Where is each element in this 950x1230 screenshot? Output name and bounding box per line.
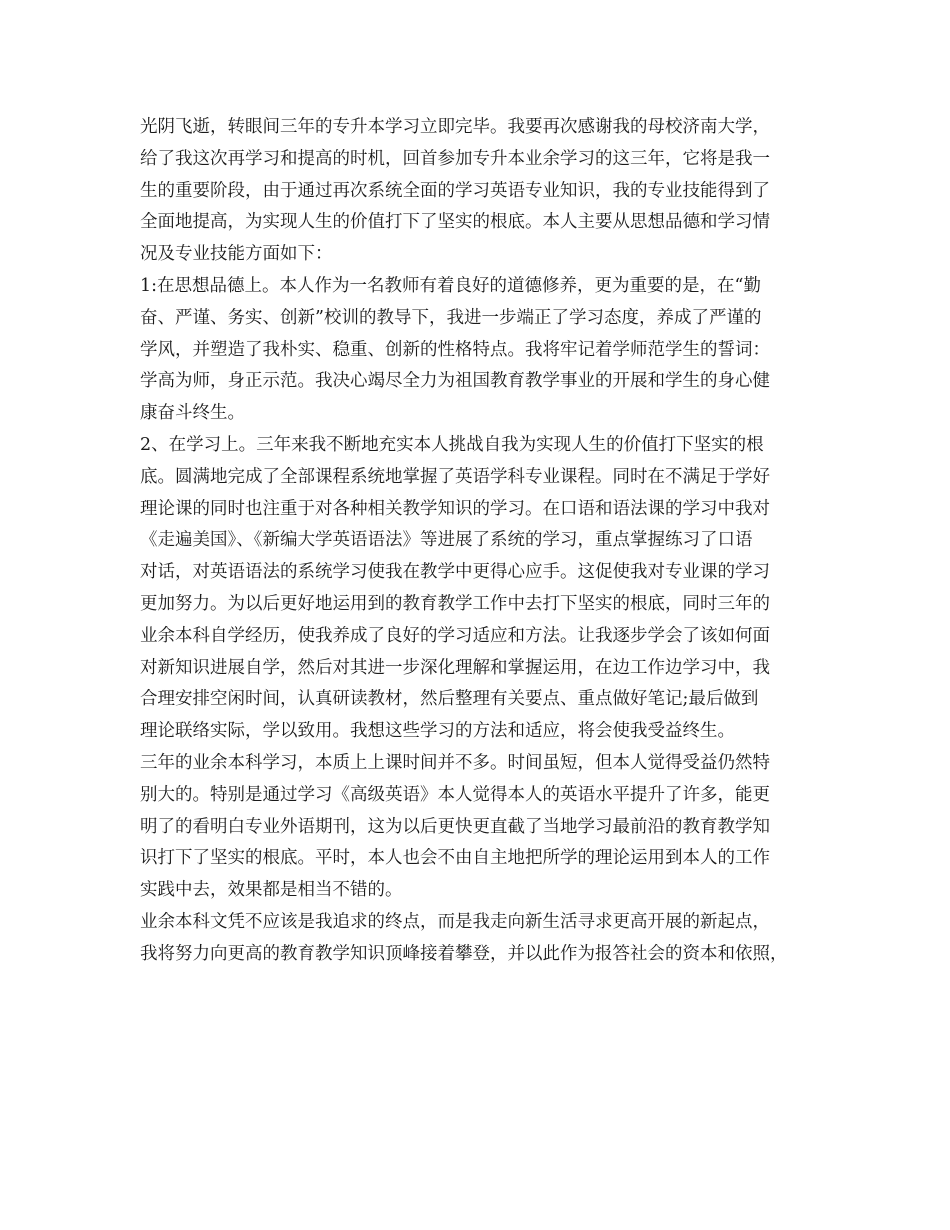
text-line: 识打下了坚实的根底。平时，本人也会不由自主地把所学的理论运用到本人的工作 [140,848,770,869]
text-line: 理论联络实际，学以致用。我想这些学习的方法和适应，将会使我受益终生。 [140,721,735,742]
text-line: 实践中去，效果都是相当不错的。 [140,880,403,901]
text-line: 奋、严谨、务实、创新”校训的教导下，我进一步端正了学习态度，养成了严谨的 [140,307,762,328]
text-line: 学高为师，身正示范。我决心竭尽全力为祖国教育教学事业的开展和学生的身心健 [140,371,770,392]
text-line: 全面地提高，为实现人生的价值打下了坚实的根底。本人主要从思想品德和学习情 [140,212,770,233]
text-line: 《走遍美国》、《新编大学英语语法》等进展了系统的学习，重点掌握练习了口语 [140,530,753,551]
document-body [140,112,820,971]
text-line: 明了的看明白专业外语期刊，这为以后更快更直截了当地学习最前沿的教育教学知 [140,816,770,837]
text-line: 业余本科自学经历，使我养成了良好的学习适应和方法。让我逐步学会了该如何面 [140,625,770,646]
text-line: 给了我这次再学习和提高的时机，回首参加专升本业余学习的这三年，它将是我一 [140,148,770,169]
text-line: 2、在学习上。三年来我不断地充实本人挑战自我为实现人生的价值打下坚实的根 [140,434,764,455]
text-line: 业余本科文凭不应该是我追求的终点，而是我走向新生活寻求更高开展的新起点， [140,911,770,932]
text-line: 理论课的同时也注重于对各种相关教学知识的学习。在口语和语法课的学习中我对 [140,498,770,519]
text-line: 更加努力。为以后更好地运用到的教育教学工作中去打下坚实的根底，同时三年的 [140,593,770,614]
text-line: 况及专业技能方面如下： [140,244,333,265]
text-line: 三年的业余本科学习，本质上上课时间并不多。时间虽短，但本人觉得受益仍然特 [140,752,770,773]
text-line: 1:在思想品德上。本人作为一名教师有着良好的道德修养，更为重要的是，在“勤 [140,275,761,296]
text-line: 我将努力向更高的教育教学知识顶峰接着攀登，并以此作为报答社会的资本和依照， [140,943,788,964]
text-line: 对新知识进展自学，然后对其进一步深化理解和掌握运用，在边工作边学习中，我 [140,657,770,678]
text-line: 学风，并塑造了我朴实、稳重、创新的性格特点。我将牢记着学师范学生的誓词： [140,339,770,360]
text-line: 合理安排空闲时间，认真研读教材，然后整理有关要点、重点做好笔记;最后做到 [140,689,759,710]
text-line: 别大的。特别是通过学习《高级英语》本人觉得本人的英语水平提升了许多，能更 [140,784,770,805]
text-line: 底。圆满地完成了全部课程系统地掌握了英语学科专业课程。同时在不满足于学好 [140,466,770,487]
text-line: 光阴飞逝，转眼间三年的专升本学习立即完毕。我要再次感谢我的母校济南大学， [140,117,770,137]
text-line: 对话，对英语语法的系统学习使我在教学中更得心应手。这促使我对专业课的学习 [140,562,770,583]
text-line: 康奋斗终生。 [140,403,245,424]
text-line: 生的重要阶段，由于通过再次系统全面的学习英语专业知识，我的专业技能得到了 [140,180,770,201]
